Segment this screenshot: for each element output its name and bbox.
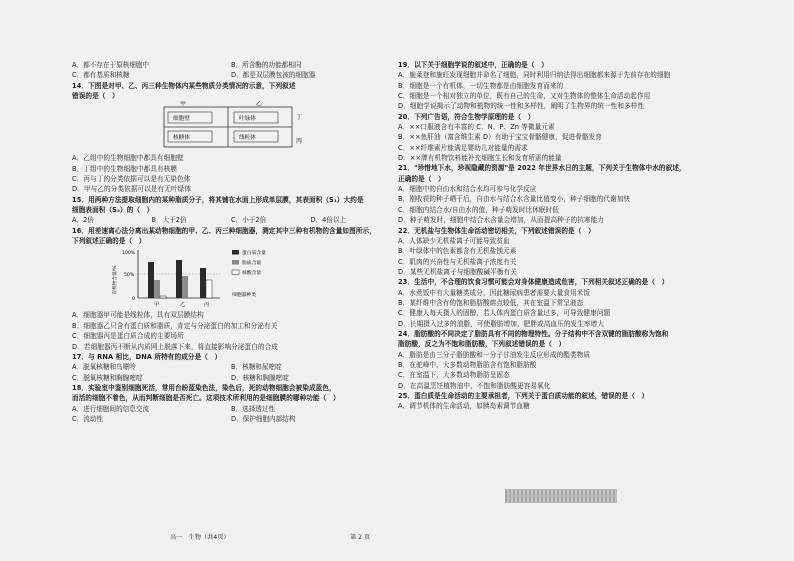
option-a: A．施莱登和施旺发现细胞并命名了细胞，同时利用归纳法得出细胞都来源于先前存在的细胞 [398,71,671,80]
bar-jia-lipid [154,280,160,298]
question-23-stem: 23．生活中，不合理的饮食习惯可能会对身体健康造成危害，下列相关叙述正确的是（ ） [398,278,669,287]
options-row [72,373,390,383]
category-bing: 丙 [204,302,210,309]
question-18-stem: 18．实验室中鉴别细胞死活，常用台盼蓝染色法，染色后，死的动物细胞会被染成蓝色， [72,383,336,392]
option-c: C．细胞内结合水/自由水的值，种子萌发时比休眠时低 [398,205,559,214]
option-a: A．水煮饭中有大量糖类成分，因此糖尿病患者需要大量食用米饭 [398,288,591,297]
option-b: B．在驼峰中，大多数动物脂肪含有饱和脂肪酸 [398,360,537,369]
option-b: B．选择透过性 [231,404,276,413]
label-bing: 丙 [296,138,303,146]
options-row [72,215,390,225]
tick-50: 50% [124,273,135,279]
question-24-stem: 脂肪酸，反之为不饱和脂肪酸，下列叙述错误的是（ ） [398,340,566,349]
box-label-ribosome: 核糖体 [173,135,190,142]
legend-swatch-lipid [232,260,239,265]
option-d: D．4倍以上 [310,216,347,225]
option-a: A．细胞中的自由水和结合水均可参与化学反应 [398,185,537,194]
option-c: C．细胞是一个相对独立的单位，既有自己的生命，又对生物体的整体生命活动起作用 [398,92,651,101]
tick-100: 100% [122,251,136,257]
label-ding: 丁 [296,114,303,122]
option-b: B．细胞器乙只含有蛋白质和脂质，肯定与分泌蛋白的加工和分泌有关 [72,321,278,330]
bar-yi-protein [176,260,182,298]
left-column [72,60,390,424]
question-21-stem: 21．"珍惜地下水，珍视隐藏的资源"是 2022 年世界水日的主题，下列关于生物体中水的叙述， [398,164,686,173]
option-c: C．××纤维素片能满足婴幼儿对能量的需求 [398,143,528,152]
option-c: C．细胞器丙是蛋白质合成的主要场所 [72,332,184,341]
redaction-bar [505,489,617,503]
options-row [72,362,390,372]
question-15-stem: 细胞表面积（S₂）的（ ） [72,206,154,215]
option-c: C．都有基质和核糖 [72,71,130,80]
option-a: A．××口服液含有丰富的 C、N、P、Zn 等微量元素 [398,123,555,132]
category-jia: 甲 [154,302,160,309]
option-c: C．丙与丁的分类依据可以是有无染色体 [72,175,191,184]
question-15-stem: 15．用两种方法提取细胞内的某种脂质分子，将其铺在水面上形成单层膜，其表面积（S₁）大约是 [72,195,364,204]
option-d: D．××牌有机物饮料能补充细胞生长和发育所需的能量 [398,154,562,163]
option-a: A．调节机体的生命活动，如胰岛素调节血糖 [398,402,530,411]
legend-swatch-protein [232,250,239,255]
option-b: B．丁组中的生物细胞中都具有核膜 [72,164,178,173]
option-b: B．细胞是一个有机体，一切生物都是由细胞发育而来的 [398,81,564,90]
category-yi: 乙 [180,302,186,309]
options-row [72,404,390,414]
option-c: C．健康人每天摄入的固醇，若人体内蛋白质含量过多，可导致健康问题 [398,309,611,318]
box-label-mitochondria: 线粒体 [239,135,256,142]
option-d: D．在高温烹饪植物油中，不饱和脂肪酸更容易氧化 [398,381,551,390]
option-a: A．脱氧核糖和鸟嘌呤 [72,363,136,372]
question-16-stem: 16．用差速离心法分离出某动物细胞的甲、乙、丙三种细胞器，测定其中三种有机物的含量如图所示， [72,226,376,235]
box-label-cell-wall: 细胞壁 [173,116,190,123]
options-row [72,60,390,70]
option-d: D．保护细胞内部结构 [231,414,296,423]
option-c: C．在室温下，大多数动物脂肪呈固态 [398,371,510,380]
organelle-bar-chart [72,246,390,310]
question-21-stem: 正确的是（ ） [398,174,445,183]
option-d: D．细胞学说揭示了动物和植物的统一性和多样性，阐明了生物界的统一性和多样性 [398,102,645,111]
legend-lipid: 脂质含量 [242,261,262,267]
x-axis-label: 细胞器种类 [232,293,256,299]
option-a: A．脂肪是由三分子脂肪酸和一分子甘油发生反应形成的酯类物质 [398,350,591,359]
option-b: B．核糖和尿嘧啶 [231,363,282,372]
footer-page-number: 第 2 页 [350,534,371,541]
question-14-stem: 14．下图是对甲、乙、丙三种生物体内某些物质分类情况的示意，下列叙述 [72,81,296,90]
option-c: C．流动性 [72,414,103,423]
option-d: D．长期摄入过多的油脂，可使脂肪增加，肥胖或高血压的发生率增大 [398,319,604,328]
question-16-stem: 下列叙述正确的是（ ） [72,237,146,246]
option-d: D．某些无机盐离子与细胞酸碱平衡有关 [398,267,517,276]
right-column [398,60,736,412]
option-a: A．进行细胞间的信息交流 [72,404,150,413]
option-a: A．乙组中的生物细胞中都具有细胞壁 [72,154,184,163]
classification-diagram [72,101,390,153]
legend-nucleic: 核酸含量 [242,271,262,277]
legend-swatch-nucleic [232,270,239,275]
question-22-stem: 22．无机盐与生物体生命活动密切相关，下列叙述错误的是（ ） [398,226,595,235]
option-b: B．××鱼肝油（富含维生素 D）有助于宝宝骨骼健康，促进骨骼发育 [398,133,602,142]
option-c: C．小于2倍 [231,216,267,225]
question-24-stem: 24．脂肪酸的不同决定了脂肪具有不同的物理特性。分子结构中不含双键的脂肪酸称为饱和 [398,329,669,338]
option-a: A．细胞器甲可能是线粒体，具有双层膜结构 [72,311,204,320]
y-axis-label: 有机物含量/% [113,266,118,295]
question-17-stem: 17．与 RNA 相比，DNA 所特有的成分是（ ） [72,352,222,361]
bar-yi-lipid [182,276,188,298]
option-a: A．人体缺少无机盐离子可能导致贫血 [398,236,510,245]
bar-bing-protein [200,268,206,298]
organelle-chart [72,246,390,310]
option-a: A．都不存在于原核细胞中 [72,61,150,69]
question-19-stem: 19．以下关于细胞学说的叙述中，正确的是（ ） [398,61,548,69]
bar-bing-nucleic [206,280,212,298]
option-d: D．都是双层膜包被的细胞器 [231,71,316,80]
question-14-stem: 错误的是（ ） [72,92,119,101]
question-20-stem: 20．下列广告语，符合生物学原理的是（ ） [398,112,535,121]
option-b: B．所含酶的功能都相同 [231,61,302,69]
option-b: B．某纤维中含有的饱和脂肪酸熔点较低，其在室温下常呈液态 [398,298,584,307]
tick-0: 0 [132,297,135,303]
option-a: A．2倍 [72,216,94,225]
bar-jia-nucleic [160,296,166,298]
option-d: D．种子萌发时，细胞中结合水含量会增加，从而提高种子的抗寒能力 [398,216,604,225]
question-25-stem: 25．蛋白质是生命活动的主要承担者，下列关于蛋白质功能的叙述，错误的是（ ） [398,392,649,400]
option-b: B．刚收获的种子晒干后，自由水与结合水含量比值变小，种子细胞的代谢加快 [398,195,631,204]
option-d: D．若细胞器丙不断从内质网上脱落下来，将直接影响分泌蛋白的合成 [72,342,278,351]
legend-protein: 蛋白质含量 [242,251,266,257]
question-18-stem: 而活的细胞不着色，从而判断细胞是否死亡。这项技术所利用的是细胞膜的哪种功能（ ） [72,394,340,403]
footer-course: 高一 生物（共4页） [170,534,230,541]
bar-jia-protein [148,262,154,298]
option-d: D．核糖和胸腺嘧啶 [231,373,289,382]
label-jia: 甲 [180,101,187,108]
option-c: C．肌肉的兴奋性与无机盐离子浓度有关 [398,257,517,266]
classification-figure [72,101,390,153]
option-b: B．大于2倍 [151,216,187,225]
label-yi: 乙 [256,101,263,108]
option-d: D．甲与乙的分类依据可以是有无叶绿体 [72,185,191,194]
options-row [72,414,390,424]
option-b: B．叶绿体中的色素都含有无机盐镁元素 [398,247,517,256]
option-c: C．脱氧核糖和胸腺嘧啶 [72,373,143,382]
options-row [72,70,390,80]
box-label-chloroplast: 叶绿体 [239,116,256,123]
